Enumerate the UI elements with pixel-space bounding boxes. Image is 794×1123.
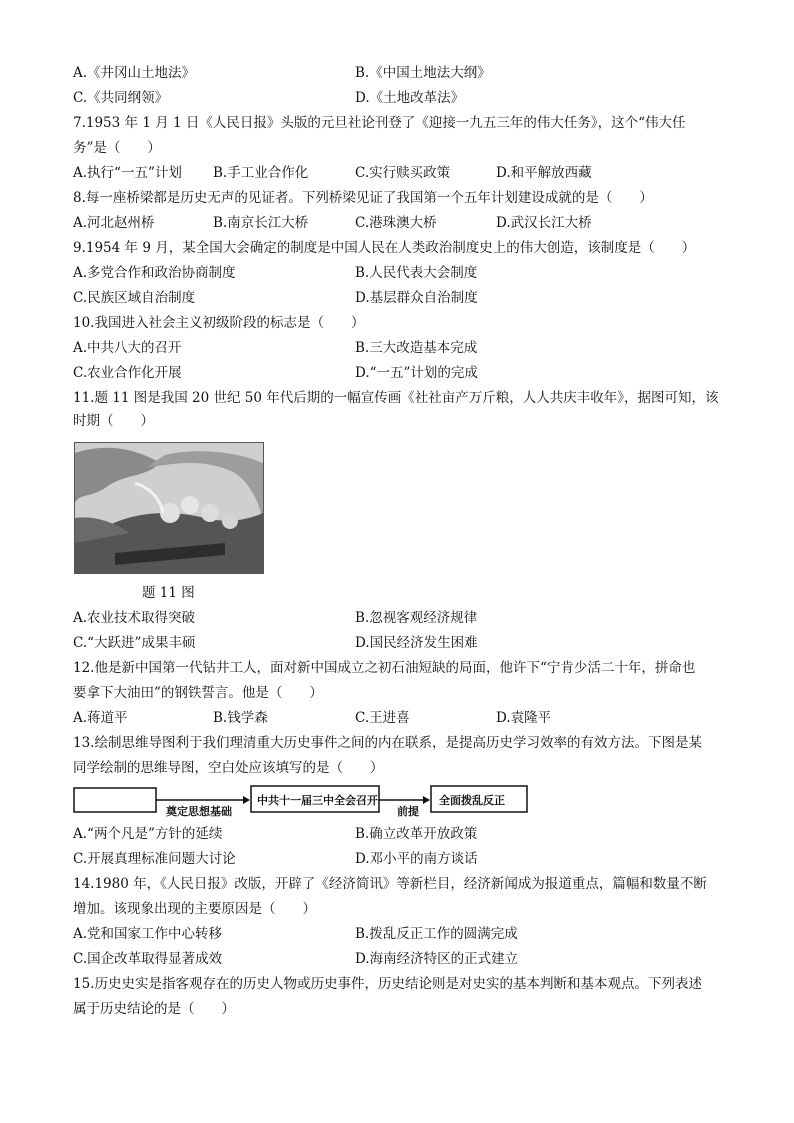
q11-option-a: A.农业技术取得突破 [73,610,196,626]
q13-stem-line1: 13.绘制思维导图利于我们理清重大历史事件之间的内在联系，是提高历史学习效率的有效方法。下图是某 [73,735,702,751]
q14-option-c: C.国企改革取得显著成效 [73,951,223,967]
q8-option-b: B.南京长江大桥 [213,215,309,231]
q11-stem-line1: 11.题 11 图是我国 20 世纪 50 年代后期的一幅宣传画《社社亩产万斤粮，人人共庆丰收年》，据图可知，该 [73,390,719,406]
q12-option-d: D.袁隆平 [496,710,552,726]
q10-stem: 10.我国进入社会主义初级阶段的标志是（ ） [73,315,365,331]
q9-stem: 9.1954 年 9 月，某全国大会确定的制度是中国人民在人类政治制度史上的伟大创造，该制度是（ ） [73,240,696,256]
q6-option-b: B.《中国土地法大纲》 [355,65,491,81]
mindmap-arrowhead-1 [243,796,250,804]
q15-stem-line1: 15.历史史实是指客观存在的历史人物或历史事件，历史结论则是对史实的基本判断和基本观点。下列表述 [73,976,702,992]
q13-option-b: B.确立改革开放政策 [355,826,478,842]
q11-option-b: B.忽视客观经济规律 [355,610,478,626]
mind-map-diagram [73,782,533,818]
q13-stem-line2: 同学绘制的思维导图，空白处应该填写的是（ ） [73,760,384,776]
q7-stem-line1: 7.1953 年 1 月 1 日《人民日报》头版的元旦社论刊登了《迎接一九五三年的伟大任务》，这个“伟大任 [73,115,686,131]
q7-option-c: C.实行赎买政策 [355,165,451,181]
q7-option-b: B.手工业合作化 [213,165,309,181]
q9-option-d: D.基层群众自治制度 [355,290,478,306]
q12-stem-line1: 12.他是新中国第一代钻井工人，面对新中国成立之初石油短缺的局面，他许下“宁肯少活二十年，拼命也 [73,660,696,676]
q14-stem-line2: 增加。该现象出现的主要原因是（ ） [73,901,316,917]
mindmap-arrowhead-2 [423,796,430,804]
mindmap-arrow1-label: 奠定思想基础 [166,805,232,818]
q9-option-c: C.民族区域自治制度 [73,290,196,306]
poster-illustration [75,443,263,573]
q12-option-b: B.钱学森 [213,710,268,726]
q13-option-d: D.邓小平的南方谈话 [355,851,478,867]
q14-option-a: A.党和国家工作中心转移 [73,926,223,942]
q11-figure-caption: 题 11 图 [142,585,195,601]
q6-option-c: C.《共同纲领》 [73,90,169,106]
q10-option-c: C.农业合作化开展 [73,365,182,381]
q7-option-a: A.执行“一五”计划 [73,165,182,181]
q9-option-b: B.人民代表大会制度 [355,265,478,281]
q11-stem-line2: 时期（ ） [73,413,154,429]
q10-option-d: D.“一五”计划的完成 [355,365,478,381]
mindmap-box3-text: 全面拨乱反正 [439,794,505,807]
q10-option-a: A.中共八大的召开 [73,340,182,356]
q9-option-a: A.多党合作和政治协商制度 [73,265,236,281]
q12-option-c: C.王进喜 [355,710,410,726]
q14-option-d: D.海南经济特区的正式建立 [355,951,519,967]
q15-stem-line2: 属于历史结论的是（ ） [73,1001,235,1017]
mindmap-box2-text: 中共十一届三中全会召开 [257,794,378,807]
q8-stem: 8.每一座桥梁都是历史无声的见证者。下列桥梁见证了我国第一个五年计划建设成就的是（ ） [73,190,653,206]
propaganda-poster-image [74,442,264,574]
q8-option-d: D.武汉长江大桥 [496,215,592,231]
q12-stem-line2: 要拿下大油田”的钢铁誓言。他是（ ） [73,685,323,701]
q14-option-b: B.拨乱反正工作的圆满完成 [355,926,518,942]
q8-option-a: A.河北赵州桥 [73,215,155,231]
q11-option-c: C.“大跃进”成果丰硕 [73,635,196,651]
q12-option-a: A.蒋道平 [73,710,128,726]
q6-option-a: A.《井冈山土地法》 [73,65,196,81]
q13-option-c: C.开展真理标准问题大讨论 [73,851,236,867]
q11-option-d: D.国民经济发生困难 [355,635,478,651]
mindmap-blank-box [74,788,156,812]
q7-option-d: D.和平解放西藏 [496,165,592,181]
q7-stem-line2: 务”是（ ） [73,140,161,156]
q14-stem-line1: 14.1980 年，《人民日报》改版，开辟了《经济简讯》等新栏目，经济新闻成为报道重点，篇幅和数量不断 [73,876,707,892]
q8-option-c: C.港珠澳大桥 [355,215,437,231]
mindmap-arrow2-label: 前提 [397,805,419,818]
q13-option-a: A.“两个凡是”方针的延续 [73,826,223,842]
q10-option-b: B.三大改造基本完成 [355,340,478,356]
q6-option-d: D.《土地改革法》 [355,90,465,106]
